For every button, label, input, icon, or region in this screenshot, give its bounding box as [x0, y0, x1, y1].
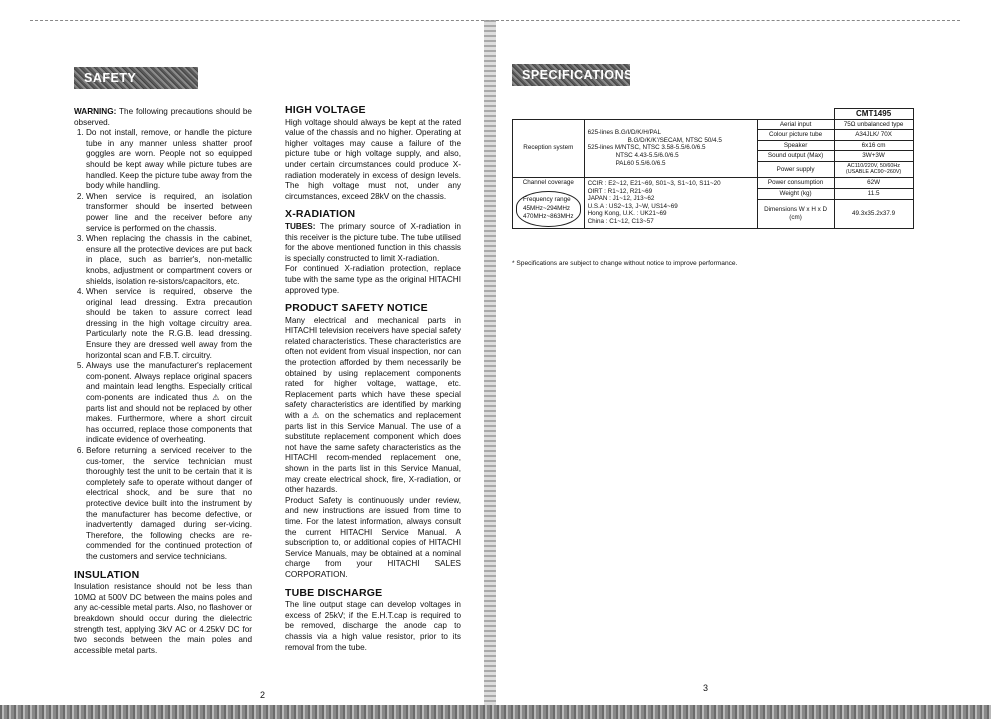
tubes-label: TUBES:: [285, 221, 316, 231]
spec-value: AC110/220V, 50/60Hz (USABLE AC90~260V): [834, 161, 913, 177]
page-number-left: 2: [260, 690, 266, 700]
spec-label: Power supply: [757, 161, 834, 177]
high-voltage-text: High voltage should always be kept at the rated value of the chassis and no higher. Operating at higher voltages may cause a failure of the picture tube or high voltage supply, and also, under certain circumstances could produce X-radiation moderately in excess of design levels. The high voltage must not, under any circumstances, exceed 28kV on the chassis.: [285, 117, 461, 201]
channel-line: JAPAN : J1~12, J13~62: [587, 195, 655, 203]
product-safety-text: Many electrical and mechanical parts in HITACHI television receivers have special safety related characteristics. These characteristics are often not evident from visual inspection, nor can the protection afforded by them necessarily be obtained by using replacement components rated for higher voltage, wattage, etc. Replacement parts which have these special safety characteristics are identified by marking with a ⚠ on the schematics and replacement parts list in this Service Manual. The use of a substitute replacement component which does not have the same safety characteristics as the HITACHI recom-mended replacement one, shown in the parts list in this Service Manual, may create electrical shock, fire, X-radiation, or other hazards.: [285, 315, 461, 495]
frequency-range-oval: [516, 191, 581, 227]
x-radiation-text-2: For continued X-radiation protection, replace tube with the same type as the original HITACHI approved type.: [285, 264, 461, 295]
spec-value: 6x16 cm: [834, 140, 913, 151]
frequency-range-label: Frequency range: [523, 196, 571, 204]
spec-value: 3W+3W: [834, 151, 913, 162]
warning-label: WARNING:: [74, 107, 117, 116]
reception-line: NTSC 4.43-5.5/6.0/6.5: [615, 151, 679, 159]
channel-line: China : C1~12, C13~57: [587, 218, 654, 226]
spec-label: Colour picture tube: [757, 130, 834, 141]
reception-values: [584, 119, 757, 177]
reception-line: 525-lines M/NTSC, NTSC 3.58-5.5/6.0/6.5: [587, 144, 706, 152]
channel-line: CCIR : E2~12, E21~69, S01~3, S1~10, S11~20: [587, 180, 721, 188]
page-fold: [484, 20, 496, 719]
frequency-range-uhf: 470MHz~863MHz: [523, 213, 574, 221]
channel-line: OIRT : R1~12, R21~69: [587, 187, 653, 195]
spec-value: 49.3x35.2x37.9: [834, 199, 913, 228]
x-radiation-text: [285, 222, 461, 264]
precaution-item: 2. When service is required, an isolation transformer should be inserted between power line and the receiver before any service is performed on the chassis.: [86, 192, 252, 234]
specifications-header: SPECIFICATIONS: [512, 64, 630, 86]
insulation-title: INSULATION: [74, 568, 140, 581]
high-voltage-title: HIGH VOLTAGE: [285, 104, 366, 116]
product-safety-text-2: Product Safety is continuously under review, and new instructions are issued from time to time. For the latest information, always consult the current HITACHI Service Manual. A subscription to, or additional copies of HITACHI Service Manuals, may be obtained at a nominal charge from your HITACHI SALES CORPORATION.: [285, 495, 461, 579]
x-radiation-body: The primary source of X-radiation in this receiver is the picture tube. The tube utilised for the above mentioned function in this chassis is specially constructed to limit X-radiation.: [285, 221, 461, 263]
spec-label: Speaker: [757, 140, 834, 151]
reception-label: Reception system: [513, 119, 585, 177]
product-safety-title: PRODUCT SAFETY NOTICE: [285, 302, 428, 315]
spec-label: Power consumption: [757, 177, 834, 188]
spec-value: 75Ω unbalanced type: [834, 119, 913, 130]
insulation-text: Insulation resistance should not be less than 10MΩ at 500V DC between the mains poles and any ac-cessible metal parts. Also, no flashover or breakdown should occur during the dielectric strength test, applying 3kV AC or 4.25kV DC for two seconds between the main poles and accessible metal parts.: [74, 582, 252, 655]
left-column: [74, 107, 252, 656]
scan-edge-band: [0, 705, 991, 719]
spec-value: A34JLK/ 70X: [834, 130, 913, 141]
precaution-item: 5. Always use the manufacturer's replacement com-ponent. Always replace original spacers and maintain lead lengths. Especially critical com-ponents are indicated thus ⚠ on the parts list and should not be replaced by other makes. Furthermore, where a short circuit has occurred, replace those components that indicate evidence of overheating.: [86, 361, 252, 446]
middle-column: [285, 105, 461, 653]
spec-label: Weight (kg): [757, 188, 834, 199]
spec-label: Dimensions W x H x D (cm): [757, 199, 834, 228]
specifications-table: [512, 108, 914, 229]
reception-line: B.G/D/K/K'/SECAM, NTSC 50/4.5: [627, 136, 722, 144]
warning-text: The following precautions should be observed.: [74, 107, 252, 127]
channel-line: Hong Kong, U.K. : UK21~69: [587, 210, 667, 218]
spec-value: 11.5: [834, 188, 913, 199]
safety-precautions-header: SAFETY PRECAUTIONS: [74, 67, 198, 89]
x-radiation-title: X-RADIATION: [285, 208, 356, 221]
spec-value: 62W: [834, 177, 913, 188]
precaution-item: 1. Do not install, remove, or handle the picture tube in any manner unless shatter proof goggles are worn. People not so equipped should be kept away while picture tubes are handled. Keep the picture tube away from the body while handling.: [86, 128, 252, 192]
precaution-item: 3. When replacing the chassis in the cabinet, ensure all the protective devices are put back in place, such as barrier's, non-metallic knobs, adjustment or compartment covers or shields, isolation re-sistors/capacitors, etc.: [86, 234, 252, 287]
precaution-item: 4. When service is required, observe the original lead dressing. Extra precaution should be taken to assure correct lead dressing in the high voltage circuitry area. Particularly note the R.G.B. lead dressing. Ensure they are dressed well away from the horizontal scan and F.B.T. circuitry.: [86, 287, 252, 361]
channel-values: [584, 177, 757, 228]
model-cell: CMT1495: [834, 109, 913, 120]
frequency-range-vhf: 45MHz~294MHz: [523, 204, 571, 212]
specifications-note: * Specifications are subject to change without notice to improve performance.: [512, 260, 738, 267]
tube-discharge-text: The line output stage can develop voltages in excess of 25kV; if the E.H.T.cap is required to be removed, discharge the anode cap to chassis via a high value resistor, prior to its removal from the tube.: [285, 600, 461, 652]
precaution-item: 6. Before returning a serviced receiver to the cus-tomer, the service technician must thoroughly test the unit to be certain that it is completely safe to operate without danger of electrical shock, and be sure that no protective device built into the instrument by the manufacturer has become defective, or inadvertently damaged during ser-vicing. Therefore, the following checks are re-commended for the continued protection of the customers and service technicians.: [86, 446, 252, 563]
channel-coverage-cell: [513, 177, 585, 228]
page-number-right: 3: [703, 683, 709, 693]
reception-line: PAL60 5.5/6.0/6.5: [615, 159, 666, 167]
warning-paragraph: [74, 107, 252, 128]
spec-label: Sound output (Max): [757, 151, 834, 162]
channel-line: U.S.A : US2~13, J~W, US14~69: [587, 202, 678, 210]
spec-label: Aerial input: [757, 119, 834, 130]
precaution-list: [74, 128, 252, 562]
channel-coverage-label: Channel coverage: [522, 178, 574, 186]
reception-line: 625-lines B.G/I/D/K/H/PAL: [587, 129, 661, 137]
tube-discharge-title: TUBE DISCHARGE: [285, 586, 383, 599]
